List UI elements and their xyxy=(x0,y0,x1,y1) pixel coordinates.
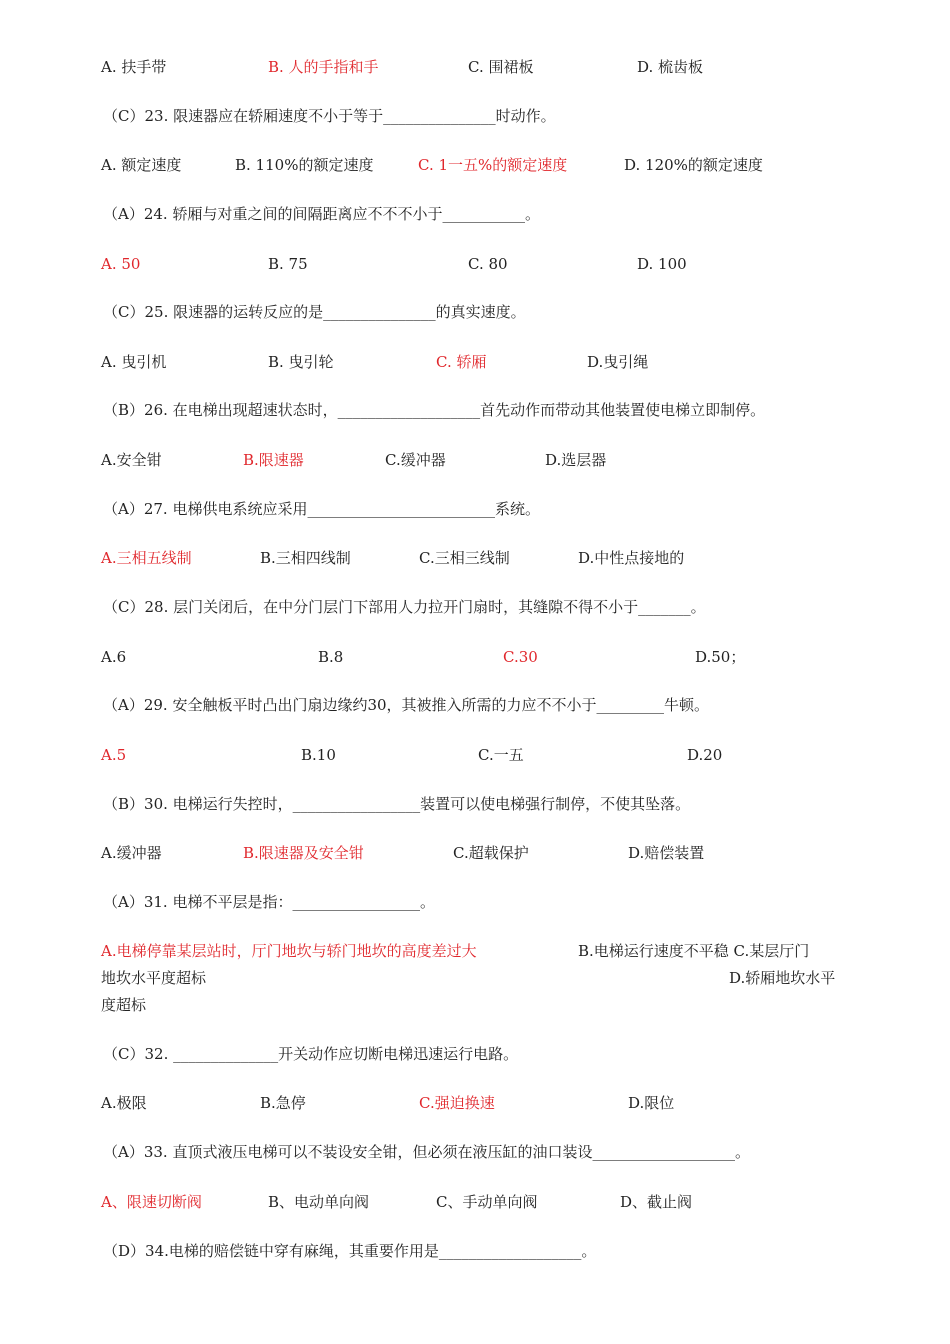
q26-stem xyxy=(0,399,950,421)
q24-option-a-answer: A. 50 xyxy=(101,255,141,273)
q27-option-a-answer: A.三相五线制 xyxy=(101,549,192,567)
q29-option-b: B.10 xyxy=(301,746,336,764)
question-text: （B）30. 电梯运行失控时，_________________装置可以使电梯强行制停，不使其坠落。 xyxy=(103,795,691,813)
q31-options-line2 xyxy=(0,967,950,989)
q27-option-b: B.三相四线制 xyxy=(260,549,351,567)
q24-option-d: D. 100 xyxy=(637,255,687,273)
q27-options xyxy=(0,547,950,569)
question-text: （C）32. ______________开关动作应切断电梯迅速运行电路。 xyxy=(103,1045,519,1063)
q33-stem xyxy=(0,1141,950,1163)
question-text: （C）25. 限速器的运转反应的是_______________的真实速度。 xyxy=(103,303,526,321)
q23-option-a: A. 额定速度 xyxy=(101,156,182,174)
q31-option-a-answer: A.电梯停靠某层站时，厅门地坎与轿门地坎的高度差过大 xyxy=(101,942,477,960)
q24-options xyxy=(0,253,950,275)
q34-stem xyxy=(0,1240,950,1262)
q25-option-a: A. 曳引机 xyxy=(101,353,167,371)
q27-option-d: D.中性点接地的 xyxy=(578,549,685,567)
q31-option-c-continued: 地坎水平度超标 xyxy=(101,969,207,987)
q31-options-line3 xyxy=(0,994,950,1016)
question-text: （A）27. 电梯供电系统应采用_________________________系统。 xyxy=(103,500,540,518)
q22-options xyxy=(0,56,950,78)
question-text: （A）33. 直顶式液压电梯可以不装设安全钳，但必须在液压缸的油口装设___________________。 xyxy=(103,1143,750,1161)
q30-options xyxy=(0,842,950,864)
q31-option-b-c: B.电梯运行速度不平稳 C.某层厅门 xyxy=(578,942,810,960)
q25-option-b: B. 曳引轮 xyxy=(268,353,334,371)
q25-option-c-answer: C. 轿厢 xyxy=(436,353,487,371)
question-text: （B）26. 在电梯出现超速状态时，___________________首先动作而带动其他装置使电梯立即制停。 xyxy=(103,401,766,419)
q22-option-b-answer: B. 人的手指和手 xyxy=(268,58,379,76)
q26-option-b-answer: B.限速器 xyxy=(243,451,304,469)
q23-option-c-answer: C. 1一五%的额定速度 xyxy=(418,156,568,174)
q26-options xyxy=(0,449,950,471)
q32-option-a: A.极限 xyxy=(101,1094,147,1112)
q28-options xyxy=(0,646,950,668)
q24-option-b: B. 75 xyxy=(268,255,308,273)
q25-option-d: D.曳引绳 xyxy=(587,353,649,371)
q32-options xyxy=(0,1092,950,1114)
q30-option-a: A.缓冲器 xyxy=(101,844,162,862)
q31-stem xyxy=(0,891,950,913)
q28-option-c-answer: C.30 xyxy=(503,648,538,666)
question-text: （C）28. 层门关闭后，在中分门层门下部用人力拉开门扇时，其缝隙不得不小于_______。 xyxy=(103,598,706,616)
q28-option-d: D.50； xyxy=(695,648,746,666)
q33-options xyxy=(0,1191,950,1213)
q23-option-d: D. 120%的额定速度 xyxy=(624,156,763,174)
question-text: （D）34.电梯的赔偿链中穿有麻绳，其重要作用是___________________。 xyxy=(103,1242,597,1260)
q23-options xyxy=(0,154,950,176)
q28-stem xyxy=(0,596,950,618)
q22-option-c: C. 围裙板 xyxy=(468,58,534,76)
q25-options xyxy=(0,351,950,373)
q29-option-a-answer: A.5 xyxy=(101,746,127,764)
q33-option-b: B、电动单向阀 xyxy=(268,1193,370,1211)
q31-options-line1 xyxy=(0,940,950,962)
q23-option-b: B. 110%的额定速度 xyxy=(235,156,374,174)
question-text: （C）23. 限速器应在轿厢速度不小于等于_______________时动作。 xyxy=(103,107,556,125)
q32-option-c-answer: C.强迫换速 xyxy=(419,1094,495,1112)
q22-option-d: D. 梳齿板 xyxy=(637,58,704,76)
q29-option-c: C.一五 xyxy=(478,746,524,764)
q29-option-d: D.20 xyxy=(687,746,723,764)
q30-option-c: C.超载保护 xyxy=(453,844,529,862)
q24-option-c: C. 80 xyxy=(468,255,508,273)
question-text: （A）29. 安全触板平时凸出门扇边缘约30，其被推入所需的力应不不小于_________牛顿。 xyxy=(103,696,710,714)
q33-option-a-answer: A、限速切断阀 xyxy=(101,1193,202,1211)
q33-option-d: D、截止阀 xyxy=(620,1193,693,1211)
q27-stem xyxy=(0,498,950,520)
q26-option-a: A.安全钳 xyxy=(101,451,162,469)
q26-option-c: C.缓冲器 xyxy=(385,451,446,469)
q24-stem xyxy=(0,203,950,225)
question-text: （A）31. 电梯不平层是指：_________________。 xyxy=(103,893,435,911)
q22-option-a: A. 扶手带 xyxy=(101,58,167,76)
q30-stem xyxy=(0,793,950,815)
q30-option-b-answer: B.限速器及安全钳 xyxy=(243,844,364,862)
q26-option-d: D.选层器 xyxy=(545,451,607,469)
q28-option-a: A.6 xyxy=(101,648,127,666)
q28-option-b: B.8 xyxy=(318,648,344,666)
q31-option-d-continued: 度超标 xyxy=(101,996,147,1014)
q32-option-d: D.限位 xyxy=(628,1094,675,1112)
q32-option-b: B.急停 xyxy=(260,1094,306,1112)
question-text: （A）24. 轿厢与对重之间的间隔距离应不不不小于___________。 xyxy=(103,205,540,223)
q29-options xyxy=(0,744,950,766)
q31-option-d: D.轿厢地坎水平 xyxy=(729,969,836,987)
q32-stem xyxy=(0,1043,950,1065)
q23-stem xyxy=(0,105,950,127)
q29-stem xyxy=(0,694,950,716)
q30-option-d: D.赔偿装置 xyxy=(628,844,705,862)
q33-option-c: C、手动单向阀 xyxy=(436,1193,538,1211)
q25-stem xyxy=(0,301,950,323)
q27-option-c: C.三相三线制 xyxy=(419,549,510,567)
